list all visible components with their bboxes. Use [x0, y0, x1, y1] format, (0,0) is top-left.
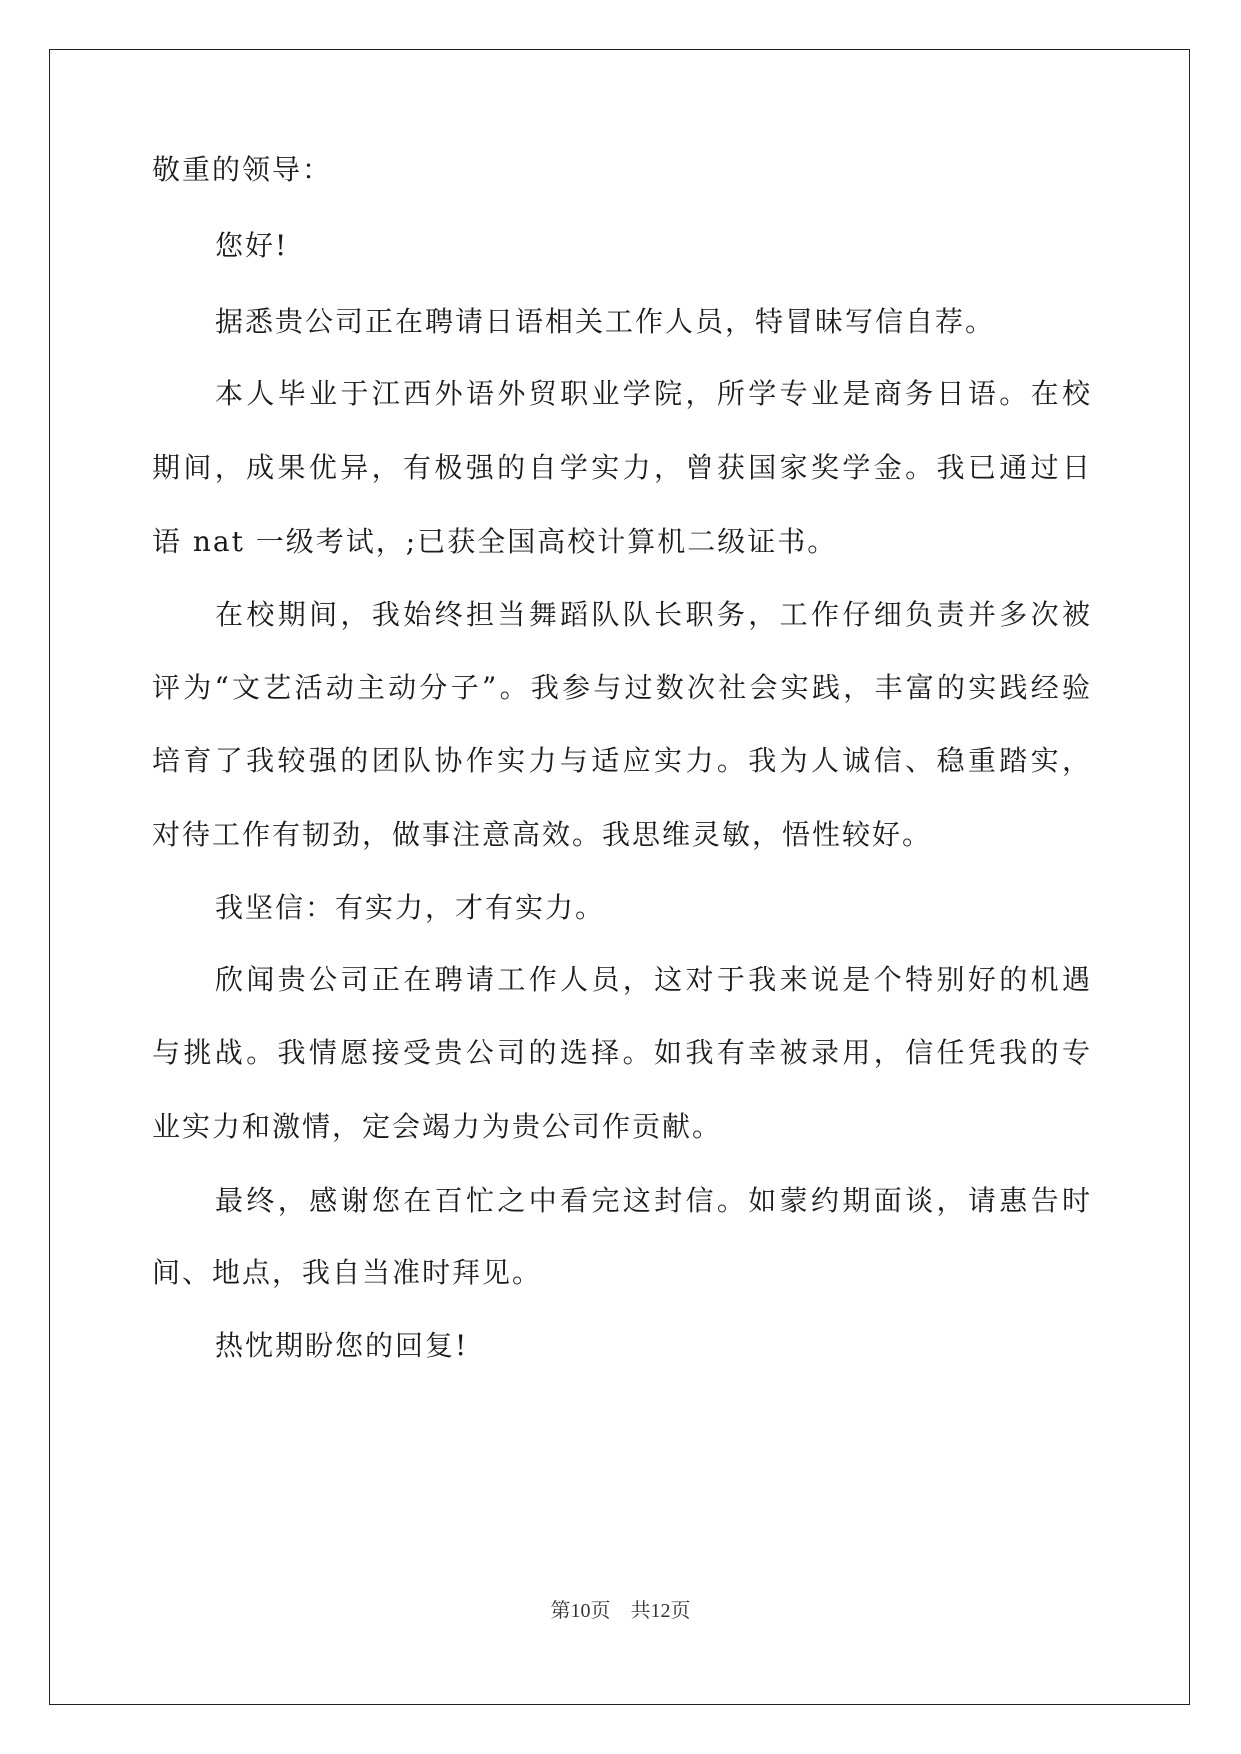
paragraph-line: 培育了我较强的团队协作实力与适应实力。我为人诚信、稳重踏实， — [152, 744, 1092, 777]
paragraph-line: 间、地点，我自当准时拜见。 — [152, 1256, 543, 1289]
paragraph-line: 本人毕业于江西外语外贸职业学院，所学专业是商务日语。在校 — [215, 377, 1092, 410]
paragraph-line: 最终，感谢您在百忙之中看完这封信。如蒙约期面谈，请惠告时 — [215, 1184, 1092, 1217]
paragraph-line: 我坚信：有实力，才有实力。 — [215, 891, 606, 924]
paragraph-line: 在校期间，我始终担当舞蹈队队长职务，工作仔细负责并多次被 — [215, 598, 1092, 631]
page-border — [49, 49, 1190, 1705]
paragraph-line: 对待工作有韧劲，做事注意高效。我思维灵敏，悟性较好。 — [152, 818, 933, 851]
paragraph-line: 语 nat 一级考试，;已获全国高校计算机二级证书。 — [152, 525, 838, 558]
paragraph-line: 与挑战。我情愿接受贵公司的选择。如我有幸被录用，信任凭我的专 — [152, 1036, 1092, 1069]
paragraph-line: 欣闻贵公司正在聘请工作人员，这对于我来说是个特别好的机遇 — [215, 963, 1092, 996]
closing-line: 热忱期盼您的回复! — [215, 1329, 469, 1362]
greeting: 您好! — [215, 229, 289, 262]
salutation: 敬重的领导： — [152, 153, 333, 186]
paragraph-line: 评为“文艺活动主动分子”。我参与过数次社会实践，丰富的实践经验 — [152, 671, 1092, 704]
page-number-footer: 第10页 共12页 — [550, 1600, 691, 1622]
paragraph-line: 据悉贵公司正在聘请日语相关工作人员，特冒昧写信自荐。 — [215, 305, 996, 338]
paragraph-line: 业实力和激情，定会竭力为贵公司作贡献。 — [152, 1110, 723, 1143]
paragraph-line: 期间，成果优异，有极强的自学实力，曾获国家奖学金。我已通过日 — [152, 451, 1092, 484]
